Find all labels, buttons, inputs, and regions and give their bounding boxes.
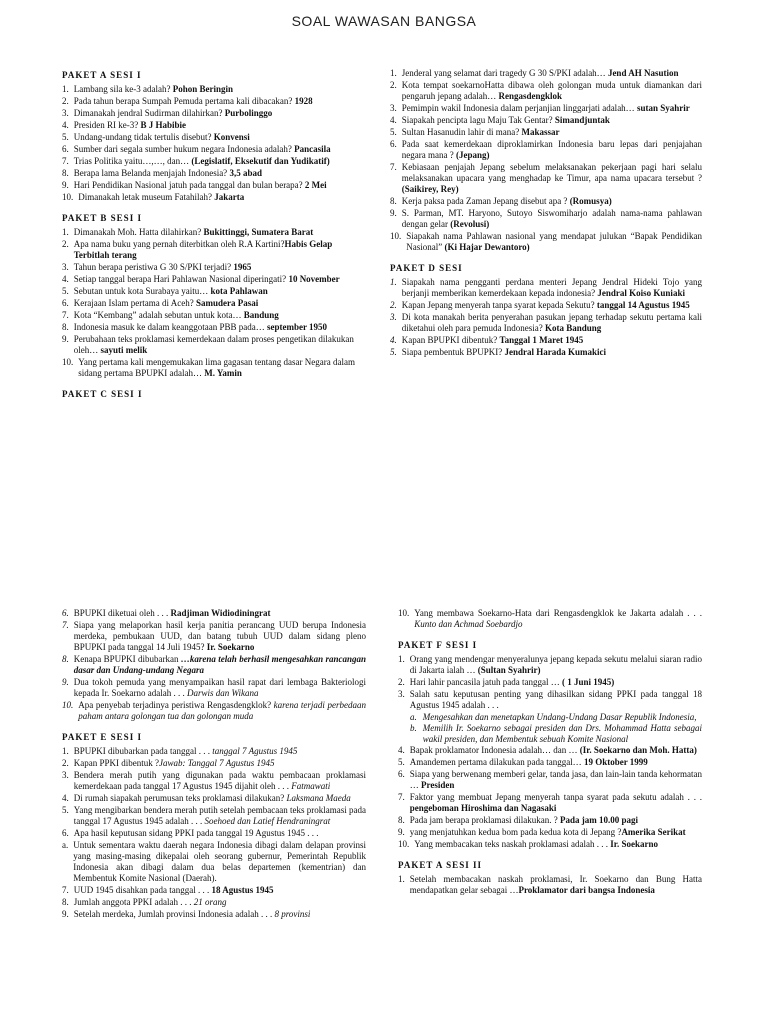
item-number: 8. <box>62 897 69 907</box>
list-item <box>62 357 367 379</box>
list-item <box>62 144 367 155</box>
right-column-top <box>390 68 702 359</box>
answer-text: Jakarta <box>214 192 245 202</box>
answer-text: Pancasila <box>294 144 331 154</box>
list-item <box>62 654 366 676</box>
question-text: Kebiasaan penjajah Jepang sebelum melaksanakan pekerjaan pagi hari selalu melaksanakan upacara yang menghadap ke Timur, apa nama upacara tersebut ? <box>401 162 702 183</box>
item-number: 4. <box>390 335 397 345</box>
question-text: Dimanakah jendral Sudirman dilahirkan? <box>73 108 225 118</box>
answer-text: (Romusya) <box>569 196 612 206</box>
question-text: S. Parman, MT. Haryono, Sutoyo Siswomiharjo adalah nama-nama pahlawan dengan gelar <box>401 208 702 229</box>
list-item <box>62 770 366 792</box>
item-number: 10. <box>398 839 410 849</box>
list-item <box>62 298 367 309</box>
item-number: 6. <box>62 608 69 618</box>
answer-text: Kunto dan Achmad Soebardjo <box>414 619 523 629</box>
list-item <box>62 897 366 908</box>
item-number: 7. <box>390 162 397 172</box>
list-item <box>62 286 367 297</box>
item-number: 5. <box>62 286 69 296</box>
item-number: 2. <box>390 80 397 90</box>
item-number: 10. <box>62 700 74 710</box>
answer-text: (Ir. Soekarno dan Moh. Hatta) <box>579 745 697 755</box>
answer-text: sayuti melik <box>100 345 148 355</box>
answer-text: ( 1 Juni 1945) <box>561 677 615 687</box>
answer-text: Jawab: Tanggal 7 Agustus 1945 <box>159 758 275 768</box>
item-number: 1. <box>62 227 69 237</box>
list-item <box>390 312 702 334</box>
list-item <box>390 300 702 311</box>
list-item <box>62 620 366 653</box>
answer-text: Laksmana Maeda <box>286 793 351 803</box>
item-number: 10. <box>62 192 74 202</box>
answer-text: Ir. Soekarno <box>610 839 658 849</box>
question-text: Dimanakah Moh. Hatta dilahirkan? <box>73 227 204 237</box>
sub-item-text: Memilih Ir. Soekarno sebagai presiden dan Drs. Mohammad Hatta sebagai wakil presiden, dan Membentuk sebuah Komite Nasional <box>422 723 702 744</box>
list-item <box>62 96 367 107</box>
item-number: 2. <box>390 300 397 310</box>
answer-text: Amerika Serikat <box>621 827 686 837</box>
answer-text: Rengasdengklok <box>498 91 562 101</box>
question-text: Amandemen pertama dilakukan pada tanggal… <box>409 757 584 767</box>
list-item <box>62 608 366 619</box>
question-list-paket-a <box>62 84 367 203</box>
answer-text: Jend AH Nasution <box>607 68 679 78</box>
item-number: 3. <box>62 262 69 272</box>
item-number: 9. <box>62 677 69 687</box>
answer-text: …karena telah berhasil mengesahkan rancangan dasar dan Undang-undang Negara <box>73 654 366 675</box>
item-number: 6. <box>62 828 69 838</box>
list-item <box>62 120 367 131</box>
question-text: BPUPKI diketuai oleh . . . <box>73 608 171 618</box>
item-number: 10. <box>62 357 74 367</box>
answer-text: Bukittinggi, Sumatera Barat <box>203 227 314 237</box>
list-item <box>390 208 702 230</box>
item-number: 3. <box>390 103 397 113</box>
item-number: 2. <box>62 96 69 106</box>
list-item <box>62 227 367 238</box>
list-item <box>62 108 367 119</box>
item-number: 9. <box>62 334 69 344</box>
list-item <box>398 757 702 768</box>
answer-text: 18 Agustus 1945 <box>211 885 274 895</box>
question-list-paket-d <box>390 277 702 358</box>
section-heading-paket-d: PAKET D SESI <box>390 263 463 273</box>
answer-text: Simandjuntak <box>554 115 610 125</box>
section-heading-paket-f: PAKET F SESI I <box>398 640 478 650</box>
item-number: 7. <box>398 792 405 802</box>
list-item <box>62 909 366 920</box>
item-number: 4. <box>398 745 405 755</box>
left-column-bottom <box>62 608 366 921</box>
list-item <box>62 168 367 179</box>
item-number: 1. <box>398 874 405 884</box>
answer-text: 2 Mei <box>304 180 327 190</box>
question-text: Presiden RI ke-3? <box>73 120 141 130</box>
answer-text: sutan Syahrir <box>636 103 690 113</box>
item-number: 5. <box>390 127 397 137</box>
answer-text: Bandung <box>243 310 279 320</box>
list-item <box>62 885 366 896</box>
list-item <box>62 156 367 167</box>
answer-text: 8 provinsi <box>274 909 311 919</box>
list-item <box>398 745 702 756</box>
question-text: Jumlah anggota PPKI adalah . . . <box>73 897 194 907</box>
list-item <box>62 310 367 321</box>
question-text: Kapan BPUPKI dibentuk? <box>401 335 500 345</box>
sub-item-letter: a. <box>410 712 417 722</box>
list-item <box>398 689 702 711</box>
item-number: 6. <box>62 298 69 308</box>
answer-text: Habis Gelap Terbitlah terang <box>73 239 333 260</box>
answer-text: (Sultan Syahrir) <box>477 665 541 675</box>
item-number: 3. <box>62 770 69 780</box>
sub-list-item <box>410 723 702 745</box>
list-item <box>390 196 702 207</box>
item-number: 1. <box>62 84 69 94</box>
list-item <box>62 84 367 95</box>
section-heading-paket-b: PAKET B SESI I <box>62 213 142 223</box>
question-text: Pada saat kemerdekaan diproklamirkan Indonesia baru lepas dari penjajahan negara mana ? <box>401 139 702 160</box>
item-number: 8. <box>398 815 405 825</box>
question-text: Setiap tanggal berapa Hari Pahlawan Nasional diperingati? <box>73 274 289 284</box>
item-number: 9. <box>62 180 69 190</box>
question-text: Kerja paksa pada Zaman Jepang disebut apa ? <box>401 196 570 206</box>
question-text: Perubahaan teks proklamasi kemerdekaan dalam proses pengetikan dilakukan oleh… <box>73 334 354 355</box>
answer-text: 1928 <box>294 96 313 106</box>
item-number: 4. <box>62 793 69 803</box>
list-item <box>62 828 366 839</box>
item-number: 7. <box>62 310 69 320</box>
list-item <box>62 334 367 356</box>
question-text: Kapan Jepang menyerah tanpa syarat kepada Sekutu? <box>401 300 597 310</box>
question-text: Kerajaan Islam pertama di Aceh? <box>73 298 196 308</box>
question-text: Undang-undang tidak tertulis disebut? <box>73 132 214 142</box>
question-text: Siapakah pencipta lagu Maju Tak Gentar? <box>401 115 555 125</box>
question-text: Sultan Hasanudin lahir di mana? <box>401 127 522 137</box>
question-text: Apa nama buku yang pernah diterbitkan oleh R.A Kartini? <box>73 239 285 249</box>
item-number: 9. <box>62 909 69 919</box>
list-item <box>398 839 702 850</box>
question-text: Kenapa BPUPKI dibubarkan <box>73 654 181 664</box>
item-number: 9. <box>398 827 405 837</box>
question-text: Untuk sementara waktu daerah negara Indonesia dibagi dalam delapan provinsi yang masing-masing dikepalai oleh seorang gubernur, Pemerintah Republik Indonesia akan dibagi dalam dua belas departemen (kementrian) dan Membentuk Komite Nasional (Daerah). <box>73 840 366 883</box>
left-column-top <box>62 70 367 403</box>
question-text: Faktor yang membuat Jepang menyerah tanpa syarat pada sekutu adalah . . . <box>409 792 702 802</box>
question-text: Sebutan untuk kota Surabaya yaitu… <box>73 286 211 296</box>
list-item <box>398 874 702 896</box>
list-item <box>398 654 702 676</box>
answer-text: Tanggal 1 Maret 1945 <box>499 335 584 345</box>
question-text: Yang membawa Soekarno-Hata dari Rengasdengklok ke Jakarta adalah . . . <box>414 608 702 618</box>
question-text: Dimanakah letak museum Fatahilah? <box>78 192 215 202</box>
question-text: Salah satu keputusan penting yang dihasilkan sidang PPKI pada tanggal 18 Agustus 1945 adalah . . . <box>409 689 702 710</box>
item-number: 5. <box>62 132 69 142</box>
section-heading-paket-a: PAKET A SESI I <box>62 70 142 80</box>
answer-text: karena terjadi perbedaan paham antara golongan tua dan golongan muda <box>78 700 366 721</box>
question-text: Siapakah nama Pahlawan nasional yang mendapat julukan “Bapak Pendidikan Nasional” <box>406 231 702 252</box>
answer-sublist-paket-f <box>398 712 702 745</box>
answer-text: 1965 <box>233 262 252 272</box>
item-number: 7. <box>62 156 69 166</box>
answer-text: Ir. Soekarno <box>206 642 255 652</box>
question-text: Hari Pendidikan Nasional jatuh pada tanggal dan bulan berapa? <box>73 180 305 190</box>
list-item <box>390 277 702 299</box>
question-text: Setelah membacakan naskah proklamasi, Ir. Soekarno dan Bung Hatta mendapatkan gelar sebagai … <box>409 874 702 895</box>
item-number: 2. <box>62 239 69 249</box>
list-item <box>398 827 702 838</box>
list-item <box>390 115 702 126</box>
answer-text: Soehoed dan Latief Hendraningrat <box>204 816 331 826</box>
list-item <box>390 127 702 138</box>
question-text: Sumber dari segala sumber hukum negara Indonesia adalah? <box>73 144 295 154</box>
item-number: 8. <box>62 654 69 664</box>
question-text: BPUPKI dibubarkan pada tanggal . . . <box>73 746 213 756</box>
answer-text: Konvensi <box>213 132 250 142</box>
list-item <box>390 335 702 346</box>
item-number: 7. <box>62 885 69 895</box>
question-text: Indonesia masuk ke dalam keanggotaan PBB pada… <box>73 322 267 332</box>
answer-text: Makassar <box>521 127 560 137</box>
right-column-bottom <box>398 608 702 897</box>
list-item <box>62 793 366 804</box>
list-item <box>62 840 366 884</box>
document-title: SOAL WAWASAN BANGSA <box>291 13 477 29</box>
question-list-paket-d-continued <box>62 608 366 722</box>
question-text: Pada tahun berapa Sumpah Pemuda pertama kali dibacakan? <box>73 96 295 106</box>
item-number: 8. <box>62 322 69 332</box>
question-text: Siapa pembentuk BPUPKI? <box>401 347 505 357</box>
answer-text: Samudera Pasai <box>195 298 259 308</box>
answer-text: Radjiman Widiodiningrat <box>170 608 271 618</box>
answer-text: kota Pahlawan <box>210 286 268 296</box>
question-text: Yang mengibarkan bendera merah putih setelah pembacaan teks proklamasi pada tanggal 17 Agustus 1945 adalah . . . <box>73 805 366 826</box>
question-text: Yang pertama kali mengemukakan lima gagasan tentang dasar Negara dalam sidang pertama BPUPKI adalah… <box>78 357 355 378</box>
list-item <box>398 608 702 630</box>
question-text: Siapa yang berwenang memberi gelar, tanda jasa, dan lain-lain tanda kehormatan … <box>409 769 702 790</box>
item-number: 6. <box>62 144 69 154</box>
item-number: 6. <box>398 769 405 779</box>
item-number: 3. <box>62 108 69 118</box>
question-text: Kapan PPKI dibentuk ? <box>73 758 159 768</box>
question-list-paket-e <box>62 746 366 920</box>
answer-text: tanggal 14 Agustus 1945 <box>596 300 690 310</box>
question-text: Dua tokoh pemuda yang menyampaikan hasil rapat dari lembaga Bakteriologi kepada Ir. Soekarno adalah . . . <box>73 677 366 698</box>
answer-text: (Revolusi) <box>450 219 490 229</box>
answer-text: 3,5 abad <box>229 168 262 178</box>
question-text: UUD 1945 disahkan pada tanggal . . . <box>73 885 212 895</box>
item-number: 8. <box>390 196 397 206</box>
question-list-paket-b <box>62 227 367 379</box>
item-number: 1. <box>398 654 405 664</box>
sub-item-text: Mengesahkan dan menetapkan Undang-Undang Dasar Republik Indonesia, <box>422 712 697 722</box>
answer-text: Pohon Beringin <box>172 84 233 94</box>
list-item <box>62 239 367 261</box>
item-number: 10. <box>398 608 410 618</box>
list-item <box>390 80 702 102</box>
question-text: Apa hasil keputusan sidang PPKI pada tanggal 19 Agustus 1945 . . . <box>73 828 319 838</box>
question-list-paket-f-continued <box>398 745 702 850</box>
question-text: Tahun berapa peristiwa G 30 S/PKI terjadi? <box>73 262 234 272</box>
answer-text: tanggal 7 Agustus 1945 <box>212 746 298 756</box>
item-number: 5. <box>390 347 397 357</box>
question-text: Jenderal yang selamat dari tragedy G 30 S/PKI adalah… <box>401 68 608 78</box>
list-item <box>62 180 367 191</box>
item-number: 5. <box>398 757 405 767</box>
item-number: 1. <box>62 746 69 756</box>
section-heading-paket-e: PAKET E SESI I <box>62 732 142 742</box>
answer-text: (Ki Hajar Dewantoro) <box>444 242 530 252</box>
list-item <box>62 805 366 827</box>
item-number: 3. <box>390 312 397 322</box>
question-text: Kota tempat soekarnoHatta dibawa oleh golongan muda untuk diamankan dari pengaruh jepang adalah… <box>401 80 702 101</box>
answer-text: B J Habibie <box>140 120 186 130</box>
item-number: 6. <box>390 139 397 149</box>
item-number: a. <box>62 840 69 850</box>
question-text: Kota “Kembang” adalah sebutan untuk kota… <box>73 310 244 320</box>
item-number: 1. <box>390 68 397 78</box>
list-item <box>398 677 702 688</box>
question-text: Pada jam berapa proklamasi dilakukan. ? <box>409 815 560 825</box>
question-text: Di rumah siapakah perumusan teks proklamasi dilakukan? <box>73 793 287 803</box>
sub-item-letter: b. <box>410 723 417 733</box>
item-number: 4. <box>62 274 69 284</box>
item-number: 3. <box>398 689 405 699</box>
list-item <box>62 132 367 143</box>
list-item <box>398 815 702 826</box>
list-item <box>62 758 366 769</box>
answer-text: Darwis dan Wikana <box>186 688 259 698</box>
answer-text: Pada jam 10.00 pagi <box>559 815 638 825</box>
question-list-paket-f <box>398 654 702 711</box>
question-text: Bendera merah putih yang digunakan pada waktu pembacaan proklamasi kemerdekaan pada tanggal 17 Agustus 1945 dijahit oleh . . . <box>73 770 366 791</box>
question-text: Trias Politika yaitu…,…, dan… <box>73 156 192 166</box>
item-number: 4. <box>62 120 69 130</box>
answer-text: Presiden <box>421 780 455 790</box>
section-heading-paket-a-sesi-ii: PAKET A SESI II <box>398 860 482 870</box>
list-item <box>62 677 366 699</box>
item-number: 7. <box>62 620 69 630</box>
answer-text: 21 orang <box>193 897 227 907</box>
answer-text: Proklamator dari bangsa Indonesia <box>518 885 655 895</box>
list-item <box>62 274 367 285</box>
question-text: Setelah merdeka, Jumlah provinsi Indonesia adalah . . . <box>73 909 275 919</box>
question-text: Orang yang mendengar menyeralunya jepang kepada sekutu melalui siaran radio di Jakarta ialah … <box>409 654 702 675</box>
answer-text: 19 Oktober 1999 <box>583 757 648 767</box>
question-text: Apa penyebab terjadinya peristiwa Rengasdengklok? <box>78 700 274 710</box>
list-item <box>390 231 702 253</box>
answer-text: Jendral Harada Kumakici <box>504 347 607 357</box>
answer-text: (Jepang) <box>455 150 490 160</box>
question-text: Hari lahir pancasila jatuh pada tanggal … <box>409 677 562 687</box>
question-text: Yang membacakan teks naskah proklamasi adalah . . . <box>414 839 611 849</box>
answer-text: pengeboman Hiroshima dan Nagasaki <box>409 803 557 813</box>
list-item <box>390 103 702 114</box>
answer-text: Fatmawati <box>291 781 331 791</box>
list-item <box>62 700 366 722</box>
answer-text: Kota Bandung <box>544 323 602 333</box>
question-text: Di kota manakah berita penyerahan pasukan jepang terhadap sekutu pertama kali diketahui oleh para pemuda Indonesia? <box>401 312 702 333</box>
question-text: Berapa lama Belanda menjajah Indonesia? <box>73 168 230 178</box>
question-text: Siapa yang melaporkan hasil kerja panitia perancang UUD berupa Indonesia merdeka, pembukaan UUD, dan batang tubuh UUD dalam sidang pleno BPUPKI pada tanggal 14 Juli 1945? <box>73 620 366 652</box>
question-text: yang menjatuhkan kedua bom pada kedua kota di Jepang ? <box>409 827 622 837</box>
answer-text: Jendral Koiso Kuniaki <box>597 288 685 298</box>
item-number: 2. <box>62 758 69 768</box>
item-number: 2. <box>398 677 405 687</box>
list-item <box>390 139 702 161</box>
item-number: 8. <box>62 168 69 178</box>
sub-list-item <box>410 712 702 723</box>
answer-text: M. Yamin <box>204 368 242 378</box>
question-text: Bapak proklamator Indonesia adalah… dan … <box>409 745 580 755</box>
question-text: Lambang sila ke-3 adalah? <box>73 84 173 94</box>
section-heading-paket-c: PAKET C SESI I <box>62 389 143 399</box>
list-item <box>62 192 367 203</box>
answer-text: 10 November <box>288 274 340 284</box>
list-item <box>62 262 367 273</box>
list-item <box>62 746 366 757</box>
question-list-paket-c <box>390 68 702 253</box>
list-item <box>62 322 367 333</box>
answer-text: (Saikirey, Rey) <box>401 184 459 194</box>
answer-text: Purbolinggo <box>224 108 273 118</box>
list-item <box>390 162 702 195</box>
item-number: 10. <box>390 231 402 241</box>
question-list-paket-a-sesi-ii <box>398 874 702 896</box>
answer-text: september 1950 <box>266 322 328 332</box>
list-item <box>390 347 702 358</box>
item-number: 4. <box>390 115 397 125</box>
list-item <box>390 68 702 79</box>
item-number: 9. <box>390 208 397 218</box>
question-text: Pemimpin wakil Indonesia dalam perjanjian linggarjati adalah… <box>401 103 637 113</box>
item-number: 1. <box>390 277 397 287</box>
answer-text: (Legislatif, Eksekutif dan Yudikatif) <box>191 156 330 166</box>
list-item <box>398 792 702 814</box>
question-text: Siapakah nama pengganti perdana menteri Jepang Jendral Hideki Tojo yang berjanji memberikan kemerdekaan kepada indonesia? <box>401 277 702 298</box>
item-number: 5. <box>62 805 69 815</box>
list-item <box>398 769 702 791</box>
